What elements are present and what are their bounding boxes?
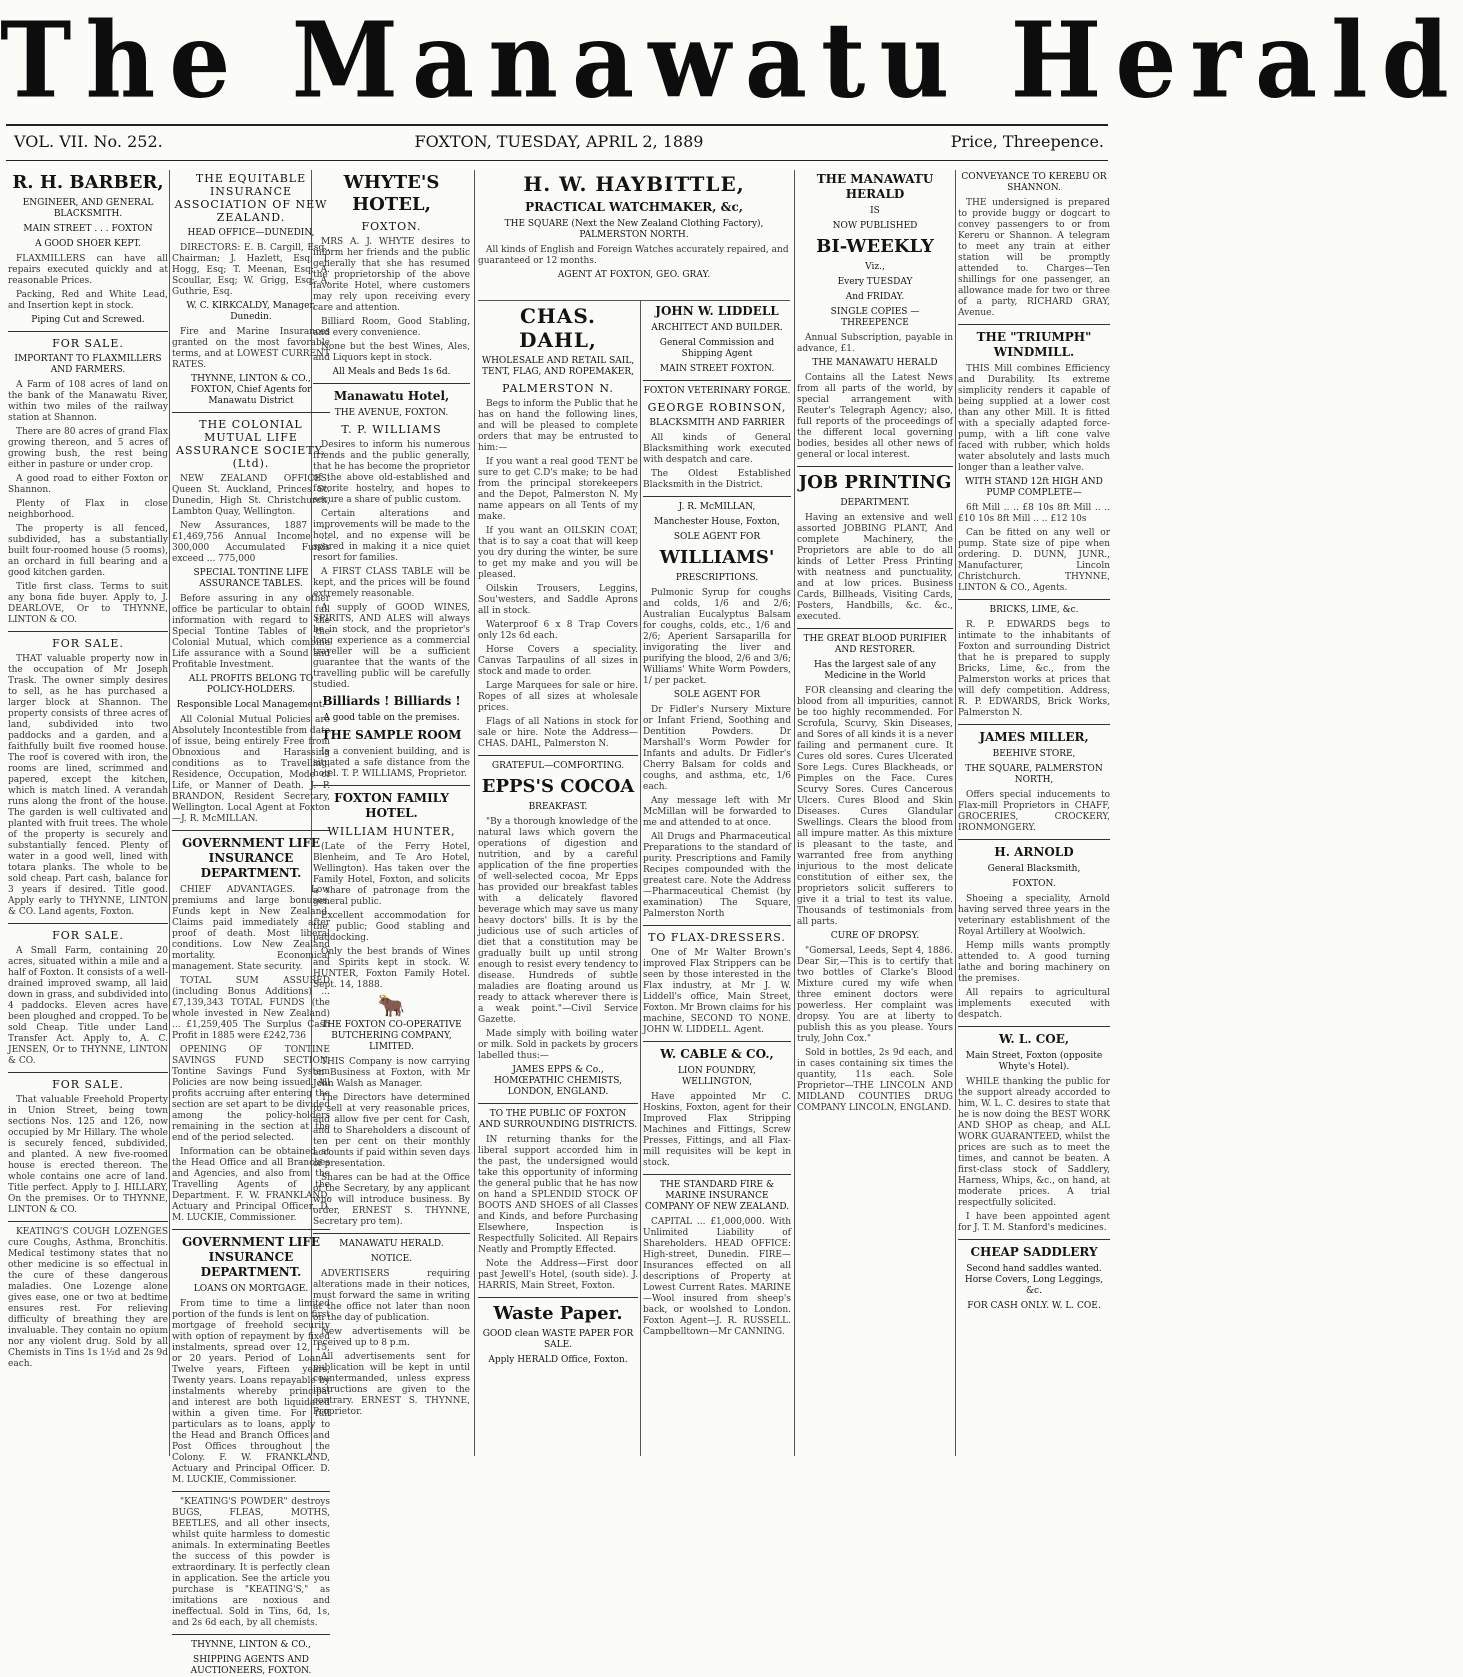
ad-body-text: Excellent accommodation for the public; Good stabling and paddocking. [313,911,470,943]
ad-heading: THE EQUITABLE INSURANCE ASSOCIATION OF NEW ZEALAND. [174,172,328,224]
ad-heading: THE SQUARE, PALMERSTON NORTH, [965,764,1103,785]
ad-heading: SINGLE COPIES — THREEPENCE [830,307,920,328]
ad-heading: H. ARNOLD [994,845,1074,859]
ad-heading: General Commission and Shipping Agent [659,338,775,359]
ad-heading: All Meals and Beds 1s 6d. [332,367,451,377]
ad-heading: THYNNE, LINTON & CO., FOXTON, Chief Agents for Manawatu District [190,374,312,406]
ad-heading: W. CABLE & CO., [660,1047,774,1061]
ad-body-text: Waterproof 6 x 8 Trap Covers only 12s 6d each. [478,620,638,641]
ad-body-text: CAPITAL ... £1,000,000. With Unlimited Liability of Shareholders. HEAD OFFICE: High-street, Dunedin. FIRE—Insurances effected on all descriptions of Property at Lowest Current Rates. MARINE—Wool insured from sheep's back, or woolshed to London. Foxton Agent—J. R. RUSSELL. Campbelltown—Mr CANNING. [643,1217,791,1337]
separator-rule [958,1239,1110,1240]
ad-body-text: OPENING OF TONTINE SAVINGS FUND SECTION. Tontine Savings Fund System Policies are now being issued. All profits accruing after entering the section are set apart to be divided among the policy-holders remaining in the section at the end of the period selected. [172,1045,330,1143]
separator-rule [172,1634,330,1635]
ad-body-text: CHIEF ADVANTAGES. Low premiums and large bonuses. Funds kept in New Zealand. Claims paid immediately after proof of death. Most liberal conditions. Low New Zealand mortality. Economical management. State security. [172,885,330,972]
ad-heading: FOR SALE. [52,337,124,350]
ad-body-text: 6ft Mill .. .. £8 10s 8ft Mill .. .. £10 10s 8ft Mill .. .. £12 10s [958,503,1110,524]
separator-rule [643,925,791,926]
ad-body-text: Hemp mills wants promptly attended to. A good turning lathe and boring machinery on the premises. [958,941,1110,984]
ad-heading: THE SQUARE (Next the New Zealand Clothing Factory), PALMERSTON NORTH. [504,219,764,240]
separator-rule [643,1041,791,1042]
ad-heading: MAIN STREET FOXTON. [659,364,775,374]
ad-heading: PRESCRIPTIONS. [675,573,759,583]
ad-heading: SHIPPING AGENTS AND AUCTIONEERS, FOXTON. [190,1655,312,1676]
ad-heading: Manawatu Hotel, [333,389,450,403]
ad-body-text: "By a thorough knowledge of the natural laws which govern the operations of digestion and nutrition, and by a careful application of the fine properties of well-selected cocoa, Mr Epps has provided our breakfast tables with a delicately flavored beverage which may save us many heavy doctors' bills. It is by the judicious use of such articles of diet that a constitution may be gradually built up until strong enough to resist every tendency to disease. Hundreds of subtle maladies are floating around us ready to attack wherever there is a weak point."—Civil Service Gazette. [478,817,638,1025]
ad-body-text: If you want an OILSKIN COAT, that is to say a coat that will keep you dry during the winter, be sure to get my make and you will be pleased. [478,526,638,580]
ad-body-text: There are 80 acres of grand Flax growing thereon, and 5 acres of growing bush, the rest being either in pasture or under crop. [8,427,168,470]
masthead-title: The Manawatu Herald [0,0,1463,122]
ad-heading: FOXTON FAMILY HOTEL. [334,791,449,820]
ad-body-text: New Assurances, 1887 ... £1,469,756 Annual Income ... 300,000 Accumulated Funds exceed ... 775,000 [172,521,330,564]
ad-heading: TO FLAX-DRESSERS. [648,931,786,944]
ad-heading: GEORGE ROBINSON, [647,401,787,414]
ad-body-text: Certain alterations and improvements will be made to the hotel, and no expense will be spared in making it a nice quiet resort for families. [313,509,470,563]
ad-heading: JOB PRINTING [798,472,952,493]
dateline-rule [6,160,1108,161]
ad-heading: Every TUESDAY [837,277,913,287]
ad-heading: EPPS'S COCOA [481,776,635,797]
separator-rule [172,1229,330,1230]
column-rule [794,170,795,1456]
separator-rule [313,785,470,786]
separator-rule [478,755,638,756]
ad-heading: Piping Cut and Screwed. [31,315,145,325]
ad-heading: W. L. COE, [998,1032,1070,1046]
separator-rule [478,1297,638,1298]
ad-body-text: Is a convenient building, and is situated a safe distance from the hotel. T. P. WILLIAMS, Proprietor. [313,747,470,779]
ad-body-text: FOR cleansing and clearing the blood from all impurities, cannot be too highly recommended. For Scrofula, Scurvy, Skin Diseases, and Sores of all kinds it is a never failing and permanent cure. It Cures old sores. Cures Ulcerated Sore Legs. Cures Blackheads, or Pimples on the Face. Cures Scurvy Sores. Cures Cancerous Ulcers. Cures Blood and Skin Diseases. Cures Glandular Swellings. Clears the blood from all impure matter. As this mixture is pleasant to the taste, and warranted free from anything injurious to the most delicate constitution of either sex, the proprietors solicit sufferers to give it a trial to test its value. Thousands of testimonials from all parts. [797,686,953,927]
ad-body-text: New advertisements will be received up to 8 p.m. [313,1327,470,1348]
ad-heading: WILLIAM HUNTER, [327,825,456,838]
ad-body-text: (Late of the Ferry Hotel, Blenheim, and Te Aro Hotel, Wellington). Has taken over the Family Hotel, Foxton, and solicits a share of patronage from the general public. [313,842,470,907]
separator-rule [313,383,470,384]
ad-heading: BRICKS, LIME, &c. [989,605,1079,615]
ad-heading: WITH STAND 12ft HIGH AND PUMP COMPLETE— [965,477,1103,498]
column-6 [797,172,953,1457]
column-7 [958,172,1110,1457]
ad-heading: HEAD OFFICE—DUNEDIN, [187,228,315,238]
separator-rule [8,1072,168,1073]
ad-heading: CURE OF DROPSY. [830,931,920,941]
ad-heading: MANAWATU HERALD. [339,1239,444,1249]
separator-rule [313,1233,470,1234]
ad-heading: THE "TRIUMPH" WINDMILL. [976,330,1092,359]
ad-body-text: All Drugs and Pharmaceutical Preparations to the standard of purity. Prescriptions and Family Recipes compounded with the greatest care. Note the Address—Pharmaceutical Chemist (by examination) The Square, Palmerston North [643,832,791,919]
separator-rule [172,412,330,413]
separator-rule [8,923,168,924]
ad-heading: Second hand saddles wanted. Horse Covers, Long Leggings, &c. [964,1264,1104,1296]
column-1 [8,172,168,1457]
ad-heading: LION FOUNDRY, WELLINGTON, [677,1066,757,1087]
ad-heading: THE STANDARD FIRE & MARINE INSURANCE COMPANY OF NEW ZEALAND. [644,1180,790,1212]
separator-rule [643,496,791,497]
column-rule [169,170,170,1456]
ad-heading: FOXTON VETERINARY FORGE. [643,386,791,396]
ad-heading: GOOD clean WASTE PAPER FOR SALE. [482,1329,634,1350]
ad-heading: LOANS ON MORTGAGE. [193,1284,309,1294]
separator-rule [643,1174,791,1175]
ad-body-text: Having an extensive and well assorted JOBBING PLANT, And complete Machinery, the Proprietors are able to do all kinds of Letter Press Printing with neatness and punctuality, and at low prices. Business Cards, Billheads, Visiting Cards, Posters, Handbills, &c. &c., executed. [797,513,953,622]
ad-body-text: Title first class. Terms to suit any bona fide buyer. Apply to, J. DEARLOVE, Or to THYNNE, LINTON & CO. [8,582,168,625]
ad-body-text: "KEATING'S POWDER" destroys BUGS, FLEAS, MOTHS, BEETLES, and all other insects, whilst quite harmless to domestic animals. In exterminating Beetles the success of this powder is extraordinary. It is perfectly clean in application. See the article you purchase is "KEATING'S," as imitations are noxious and ineffectual. Sold in Tins, 6d, 1s, and 2s 6d each, by all chemists. [172,1497,330,1628]
ad-body-text: Shoeing a speciality, Arnold having served three years in the veterinary establishment of the Royal Artillery at Woolwich. [958,894,1110,937]
ad-heading: WILLIAMS' [659,547,775,568]
ad-heading: ARCHITECT AND BUILDER. [651,323,783,333]
ad-body-text: The Oldest Established Blacksmith in the District. [643,469,791,490]
ad-heading: CHEAP SADDLERY [970,1245,1098,1259]
masthead-rule [6,124,1108,126]
ad-heading: THE AVENUE, FOXTON. [334,408,449,418]
ad-heading: WHYTE'S HOTEL, [343,172,440,215]
ad-heading: BI-WEEKLY [816,236,934,257]
ad-body-text: Plenty of Flax in close neighborhood. [8,499,168,520]
ad-body-text: Billiard Room, Good Stabling, and every convenience. [313,317,470,338]
ad-body-text: Packing, Red and White Lead, and Insertion kept in stock. [8,290,168,311]
ad-body-text: If you want a real good TENT be sure to get C.D's make; to be had from the principal storekeepers and the Depot, Palmerston N. My name appears on all Tents of my make. [478,457,638,522]
ad-heading: DEPARTMENT. [840,498,910,508]
ad-heading: GOVERNMENT LIFE INSURANCE DEPARTMENT. [181,836,321,880]
section-rule [478,300,790,301]
column-rule [955,170,956,1456]
ad-body-text: Desires to inform his numerous friends and the public generally, that he has become the proprietor of the above old-established and favorite hostelry, and hopes to secure a share of public custom. [313,440,470,505]
ad-heading: BREAKFAST. [528,802,588,812]
ad-body-text: Shares can be had at the Office of the Secretary, by any applicant who will introduce business. By order, ERNEST S. THYNNE, Secretary pro tem). [313,1173,470,1227]
ad-heading: ALL PROFITS BELONG TO POLICY-HOLDERS. [188,674,314,695]
issue-price: Price, Threepence. [950,132,1104,151]
ad-heading: FOXTON. [361,220,422,233]
ad-heading: Viz., [865,262,885,272]
ad-heading: NOTICE. [370,1254,413,1264]
separator-rule [958,324,1110,325]
ox-illustration-icon: 🐂 [377,994,406,1019]
ad-body-text: THE undersigned is prepared to provide buggy or dogcart to convey passengers to or from Kereru or Shannon. A telegram to meet any train at either station will be promptly attended to. Charges—Ten shillings for one passenger, an allowance made for two or three of a party, RICHARD GRAY, Avenue. [958,198,1110,318]
ad-body-text: MRS A. J. WHYTE desires to inform her friends and the public generally that she has resumed the proprietorship of the above favorite Hotel, where customers may rely upon receiving every care and attention. [313,237,470,313]
ad-heading: Billiards ! Billiards ! [322,694,461,708]
separator-rule [8,631,168,632]
ad-heading: FOR SALE. [52,1078,124,1091]
ad-heading: THE GREAT BLOOD PURIFIER AND RESTORER. [803,634,947,655]
ad-body-text: All advertisements sent for publication will be kept in until countermanded, unless express instructions are given to the contrary. ERNEST S. THYNNE, Proprietor. [313,1352,470,1417]
ad-body-text: Only the best brands of Wines and Spirits kept in stock. W. HUNTER, Foxton Family Hotel. Sept. 14, 1888. [313,947,470,990]
ad-body-text: Information can be obtained at the Head Office and all Branches and Agencies, and also from the Travelling Agents of the Department. F. W. FRANKLAND, Actuary and Principal Officer. D. M. LUCKIE, Commissioner. [172,1147,330,1223]
ad-heading: BLACKSMITH AND FARRIER [649,418,785,428]
ad-body-text: Made simply with boiling water or milk. Sold in packets by grocers labelled thus:— [478,1029,638,1061]
column-rule [474,170,475,1456]
ad-body-text: Begs to inform the Public that he has on hand the following lines, and will be pleased to complete orders that may be entrusted to him:— [478,399,638,453]
column-rule [640,300,641,1456]
ad-heading: FOR CASH ONLY. W. L. COE. [967,1301,1101,1311]
separator-rule [8,331,168,332]
separator-rule [478,1103,638,1104]
ad-body-text: Dr Fidler's Nursery Mixture or Infant Friend, Soothing and Dentition Powders. Dr Marshall's Worm Powder for Infants and adults. Dr Fidler's Cherry Balsam for colds and coughs, and asthma, etc, 1/6 each. [643,705,791,792]
separator-rule [958,599,1110,600]
ad-body-text: THIS Mill combines Efficiency and Durability. Its extreme simplicity renders it capable of being supplied at a lower cost than any other Mill. It is fitted with a specially adapted force-pump, with a lift cone valve faced with rubber, which holds water absolutely and lasts much longer than a leather valve. [958,364,1110,473]
ad-heading: IMPORTANT TO FLAXMILLERS AND FARMERS. [14,354,162,375]
ad-heading: GOVERNMENT LIFE INSURANCE DEPARTMENT. [181,1235,321,1279]
ad-body-text: TOTAL SUM ASSURED (including Bonus Additions) ... £7,139,343 TOTAL FUNDS (the whole invested in New Zealand) ... £1,259,405 The Surplus Cash Profit in 1885 were £242,736 [172,976,330,1041]
column-4 [478,304,638,1457]
ad-heading: FOR SALE. [52,637,124,650]
ad-body-text: All kinds of English and Foreign Watches accurately repaired, and guaranteed or 12 months. [478,245,789,266]
ad-heading: JAMES EPPS & Co., HOMŒPATHIC CHEMISTS, LONDON, ENGLAND. [493,1065,623,1097]
ad-heading: R. H. BARBER, [12,172,164,193]
ad-body-text: A good road to either Foxton or Shannon. [8,474,168,495]
ad-heading: THYNNE, LINTON & CO., [191,1640,311,1650]
ad-heading: Has the largest sale of any Medicine in the World [814,660,936,681]
ad-heading: A GOOD SHOER KEPT. [35,239,141,249]
ad-body-text: ADVERTISERS requiring alterations made in their notices, must forward the same in writing at the office not later than noon on the day of publication. [313,1269,470,1323]
ad-body-text: Offers special inducements to Flax-mill Proprietors in CHAFF, GROCERIES, CROCKERY, IRONMONGERY. [958,790,1110,833]
ad-body-text: Have appointed Mr C. Hoskins, Foxton, agent for their Improved Flax Stripping Machines and Fittings, Screw Presses, Fittings, and all Flax-mill requisites will be kept in stock. [643,1092,791,1168]
ad-heading: W. C. KIRKCALDY, Manager, Dunedin. [186,301,316,322]
ad-body-text: Any message left with Mr McMillan will be forwarded to me and attended to at once. [643,796,791,828]
ad-body-text: Large Marquees for sale or hire. Ropes of all sizes at wholesale prices. [478,681,638,713]
ad-body-text: THIS Company is now carrying on Business at Foxton, with Mr John Walsh as Manager. [313,1057,470,1089]
ad-body-text: One of Mr Walter Brown's improved Flax Strippers can be seen by those interested in the Flax industry, at Mr J. W. Liddell's office, Main Street, Foxton. Mr Brown claims for his machine, SECOND TO NONE. JOHN W. LIDDELL. Agent. [643,948,791,1035]
ad-heading: SOLE AGENT FOR [673,690,761,700]
ad-heading: GRATEFUL—COMFORTING. [491,761,625,771]
ad-body-text: The Directors have determined to sell at very reasonable prices, and allow five per cent for Cash, and to Shareholders a discount of ten per cent on their monthly accounts if paid within seven days of presentation. [313,1093,470,1169]
ad-body-text: Can be fitted on any well or pump. State size of pipe when ordering. D. DUNN, JUNR., Manufacturer, Lincoln Christchurch. THYNNE, LINTON & CO., Agents. [958,528,1110,593]
separator-rule [8,1221,168,1222]
ad-body-text: DIRECTORS: E. B. Cargill, Esq., Chairman; J. Hazlett, Esq; I. Hogg, Esq; T. Meenan, Esq; A. Scoullar, Esq; W. Grigg, Esq; A. Guthrie, Esq. [172,243,330,297]
ad-body-text: That valuable Freehold Property in Union Street, being town sections Nos. 125 and 126, now occupied by Mr Hillary. The whole is securely fenced, subdivided, and planted. A new five-roomed house is erected thereon. The whole contains one acre of land. Title perfect. Apply to J. HILLARY, On the premises. Or to THYNNE, LINTON & CO. [8,1095,168,1215]
separator-rule [958,839,1110,840]
ad-heading: AGENT AT FOXTON, GEO. GRAY. [557,270,711,280]
ad-heading: FOR SALE. [52,929,124,942]
ad-heading: NOW PUBLISHED [832,221,918,231]
ad-body-text: All kinds of General Blacksmithing work executed with despatch and care. [643,433,791,465]
ad-body-text: Contains all the Latest News from all parts of the world, by special arrangement with Reuter's Telegraph Agency; also, full reports of the proceedings of the different local governing bodies, besides all other news of general or local interest. [797,373,953,460]
ad-heading: IS [870,206,880,216]
column-2 [172,172,330,1676]
ad-heading: Manchester House, Foxton, [654,517,780,527]
ad-body-text: THAT valuable property now in the occupation of Mr Joseph Trask. The owner simply desires to sell, as he has purchased a larger block at Shannon. The property consists of three acres of land, subdivided into two paddocks and a garden, and a faithfully built five roomed house. The roof is covered with iron, the rooms are lined, scrimmed and papered, except the kitchen, which is match lined. A verandah runs along the front of the house. The garden is well cultivated and planted with fruit trees. The whole of the property is securely and substantially fenced. Plenty of water in a good well, lined with totara planks. The whole to be sold cheap. Part cash, balance for 3 years if desired. Title good. Apply early to THYNNE, LINTON & CO. Land agents, Foxton. [8,654,168,917]
separator-rule [797,466,953,467]
ad-heading: And FRIDAY. [845,292,905,302]
ad-body-text: Flags of all Nations in stock for sale or hire. Note the Address—CHAS. DAHL, Palmerston N. [478,717,638,749]
ad-heading: T. P. WILLIAMS [341,423,442,436]
ad-heading: JOHN W. LIDDELL [655,304,779,318]
ad-body-text: I have been appointed agent for J. T. M. Stanford's medicines. [958,1212,1110,1233]
ad-body-text: Horse Covers a speciality. Canvas Tarpaulins of all sizes in stock and made to order. [478,645,638,677]
ad-heading: J. R. McMILLAN, [678,502,756,512]
ad-heading: THE MANAWATU HERALD [812,358,938,368]
ad-heading: THE SAMPLE ROOM [321,728,462,742]
ad-body-text: From time to time a limited portion of the funds is lent on first mortgage of freehold security with option of repayment by fixed instalments, spread over 12, 15, or 20 years. Period of Loan—Twelve years, Fifteen years, Twenty years. Loans repayable by instalments whereby principal and interest are both liquidated within a given time. For full particulars as to loans, apply to the Head and Branch Offices and Post Offices throughout the Colony. F. W. FRANKLAND, Actuary and Principal Officer. D. M. LUCKIE, Commissioner. [172,1299,330,1485]
ad-body-text: Pulmonic Syrup for coughs and colds, 1/6 and 2/6; Australian Eucalyptus Balsam for coughs, colds, etc., 1/6 and 2/6; Aperient Sarsaparilla for invigorating the liver and purifying the blood, 2/6 and 3/6; Williams' White Worm Powders, 1/ per packet. [643,588,791,686]
ad-body-text: KEATING'S COUGH LOZENGES cure Coughs, Asthma, Bronchitis. Medical testimony states that no other medicine is so effectual in the cure of these dangerous maladies. One Lozenge alone gives ease, one or two at bedtime ensures rest. For relieving difficulty of breathing they are invaluable. They contain no opium nor any violent drug. Sold by all Chemists in Tins 1s 1½d and 2s 9d each. [8,1227,168,1369]
ad-heading: General Blacksmith, [987,864,1081,874]
ad-body-text: Before assuring in any other office be particular to obtain full information with regard to the Special Tontine Tables of the Colonial Mutual, which combine Life assurance with a Sound and Profitable Investment. [172,594,330,670]
ad-body-text: Annual Subscription, payable in advance, £1. [797,333,953,354]
haybittle-advertisement [478,172,790,298]
ad-body-text: Sold in bottles, 2s 9d each, and in cases containing six times the quantity, 11s each. Sole Proprietor—THE LINCOLN AND MIDLAND COUNTIES DRUG COMPANY LINCOLN, ENGLAND. [797,1048,953,1113]
ad-heading: FOXTON. [1012,879,1056,889]
issue-date: FOXTON, TUESDAY, APRIL 2, 1889 [414,132,704,151]
ad-body-text: NEW ZEALAND OFFICES: Queen St. Auckland, Princes St. Dunedin, High St. Christchurch, Lambton Quay, Wellington. [172,474,330,517]
ad-body-text: Note the Address—First door past Jewell's Hotel, (south side). J. HARRIS, Main Street, Foxton. [478,1259,638,1291]
ad-body-text: FLAXMILLERS can have all repairs executed quickly and at reasonable Prices. [8,254,168,286]
separator-rule [172,1491,330,1492]
ad-heading: PALMERSTON N. [502,382,614,395]
ad-body-text: The property is all fenced, subdivided, has a substantially built four-roomed house (5 rooms), an orchard in full bearing and a good kitchen garden. [8,524,168,578]
ad-heading: CONVEYANCE TO KEREBU OR SHANNON. [961,172,1107,193]
volume-number: VOL. VII. No. 252. [14,132,163,151]
ad-heading: THE FOXTON CO-OPERATIVE BUTCHERING COMPANY, LIMITED. [321,1020,462,1052]
ad-heading: Main Street, Foxton (opposite Whyte's Hotel). [965,1051,1103,1072]
ad-heading: MAIN STREET . . . FOXTON [23,224,153,234]
ad-body-text: A Farm of 108 acres of land on the bank of the Manawatu River, within two miles of the railway station at Shannon. [8,380,168,423]
ad-heading: A good table on the premises. [323,713,460,723]
separator-rule [172,830,330,831]
ad-heading: PRACTICAL WATCHMAKER, &c, [525,200,743,214]
ad-body-text: WHILE thanking the public for the support already accorded to him, W. L. C. desires to state that he is now doing the BEST WORK AND SHOP as cheap, and ALL WORK GUARANTEED, whilst the prices are such as to meet the times, and cannot be beaten. A first-class stock of Saddlery, Harness, Whips, &c., on hand, at moderate prices. A trial respectfully solicited. [958,1077,1110,1208]
ad-body-text: All repairs to agricultural implements executed with despatch. [958,988,1110,1020]
dateline [14,130,1104,154]
ad-heading: JAMES MILLER, [979,730,1089,744]
ad-body-text: Fire and Marine Insurances granted on the most favorable terms, and at LOWEST CURRENT RATES. [172,327,330,370]
ad-body-text: A Small Farm, containing 20 acres, situated within a mile and a half of Foxton. It consists of a well-drained improved swamp, all laid down in grass, and subdivided into 4 paddocks. Eleven acres have been ploughed and cropped. To be sold Cheap. Title under Land Transfer Act. Apply to, A. C. JENSEN, Or to THYNNE, LINTON & CO. [8,946,168,1066]
separator-rule [958,1026,1110,1027]
ad-heading: H. W. HAYBITTLE, [523,172,745,196]
ad-heading: SPECIAL TONTINE LIFE ASSURANCE TABLES. [193,568,309,589]
separator-rule [643,380,791,381]
ad-heading: ENGINEER, AND GENERAL BLACKSMITH. [22,198,154,219]
ad-heading: Responsible Local Management. [176,700,326,710]
ad-body-text: Oilskin Trousers, Leggins, Sou'westers, and Saddle Aprons all in stock. [478,584,638,616]
ad-body-text: R. P. EDWARDS begs to intimate to the inhabitants of Foxton and surrounding District that he is prepared to supply Bricks, Lime, &c., from the Palmerston works at prices that will defy competition. Address, R. P. EDWARDS, Brick Works, Palmerston N. [958,620,1110,718]
ad-body-text: None but the best Wines, Ales, and Liquors kept in stock. [313,342,470,363]
ad-heading: Waste Paper. [493,1303,623,1324]
ad-heading: BEEHIVE STORE, [992,749,1076,759]
ad-body-text: All Colonial Mutual Policies are Absolutely Incontestible from date of issue, being entirely Free from Obnoxious and Harassing conditions as to Travelling, Residence, Occupation, Mode of Life, or Manner of Death. J. P. BRANDON, Resident Secretary, Wellington. Local Agent at Foxton—J. R. McMILLAN. [172,715,330,824]
ad-body-text: A supply of GOOD WINES, SPIRITS, AND ALES will always be in stock, and the proprietor's long experience as a commercial traveller will be a sufficient guarantee that the wants of the travelling public will be carefully studied. [313,603,470,690]
ad-body-text: IN returning thanks for the liberal support accorded him in the past, the undersigned would take this opportunity of informing the general public that he has now on hand a SPLENDID STOCK OF BOOTS AND SHOES of all Classes and Kinds, and before Purchasing Elsewhere, Inspection is Respectfully Solicited. All Repairs Neatly and Promptly Effected. [478,1135,638,1255]
separator-rule [797,628,953,629]
ad-heading: CHAS. DAHL, [519,304,597,352]
ad-body-text: "Gomersal, Leeds, Sept 4, 1886. Dear Sir,—This is to certify that two bottles of Clarke's Blood Mixture cured my wife when three eminent doctors were powerless. Her complaint was dropsy. You are at liberty to publish this as you please. Yours truly, John Cox." [797,946,953,1044]
separator-rule [958,724,1110,725]
column-5 [643,304,791,1457]
ad-body-text: A FIRST CLASS TABLE will be kept, and the prices will be found extremely reasonable. [313,567,470,599]
ad-heading: SOLE AGENT FOR [673,532,761,542]
column-3 [313,172,470,1457]
ad-heading: THE MANAWATU HERALD [816,172,934,201]
ad-heading: TO THE PUBLIC OF FOXTON AND SURROUNDING DISTRICTS. [478,1109,638,1130]
ad-heading: Apply HERALD Office, Foxton. [488,1355,628,1365]
ad-heading: THE COLONIAL MUTUAL LIFE ASSURANCE SOCIETY, (Ltd). [176,418,326,470]
ad-heading: WHOLESALE AND RETAIL SAIL, TENT, FLAG, AND ROPEMAKER, [481,356,635,377]
